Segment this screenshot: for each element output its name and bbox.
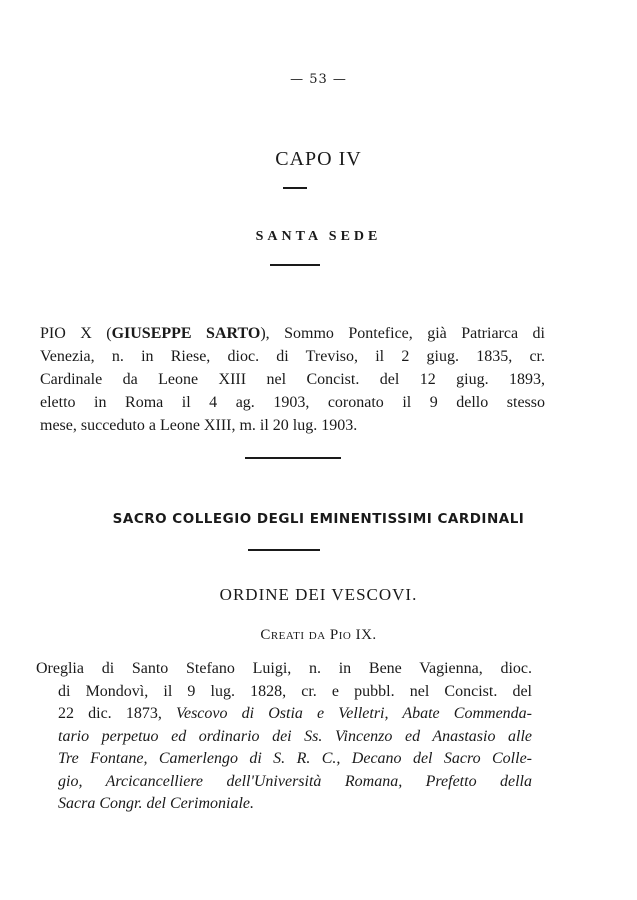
pope-entry-name-open: PIO X (: [40, 325, 112, 342]
pope-entry-baptismal-name: GIUSEPPE SARTO: [111, 325, 261, 342]
entry-divider: [245, 457, 341, 459]
pope-entry-line-1: [40, 322, 545, 345]
pope-entry-line-4: eletto in Roma il 4 ag. 1903, coronato il 9 dello stesso: [40, 394, 545, 411]
pope-entry-line-2: Venezia, n. in Riese, dioc. di Treviso, il 2 giug. 1835, cr.: [40, 348, 545, 365]
pope-entry: [40, 322, 545, 437]
college-title: SACRO COLLEGIO DEGLI EMINENTISSIMI CARDINALI: [112, 511, 525, 527]
pope-entry-title: ), Sommo Pontefice, già Patriarca di: [260, 325, 545, 342]
pope-entry-line-5: mese, succeduto a Leone XIII, m. il 20 lug. 1903.: [40, 417, 358, 434]
cardinal-entry-line-4: tario perpetuo ed ordinario dei Ss. Vincenzo ed Anastasio alle: [58, 727, 532, 745]
section-rule: [270, 264, 320, 266]
cardinal-entry-line-3: [36, 703, 532, 726]
section-title: SANTA SEDE: [255, 229, 382, 244]
cardinal-entry: [36, 658, 532, 816]
chapter-title: CAPO IV: [275, 148, 362, 170]
cardinal-entry-title-start: Vescovo di Ostia e Velletri, Abate Commenda-: [175, 705, 533, 722]
page-number: — 53 —: [290, 72, 347, 87]
cardinal-entry-date: 22 dic. 1873,: [58, 705, 176, 722]
cardinal-entry-line-1: Oreglia di Santo Stefano Luigi, n. in Bene Vagienna, dioc.: [36, 660, 532, 677]
pope-entry-line-3: Cardinale da Leone XIII nel Concist. del 12 giug. 1893,: [40, 371, 545, 388]
order-title: ORDINE DEI VESCOVI.: [219, 585, 418, 604]
cardinal-entry-line-7: Sacra Congr. del Cerimoniale.: [58, 795, 254, 812]
chapter-rule: [283, 187, 307, 189]
cardinal-entry-line-2: di Mondovì, il 9 lug. 1828, cr. e pubbl. nel Concist. del: [58, 682, 532, 700]
created-by-heading: Creati da Pio IX.: [260, 627, 377, 643]
cardinal-entry-line-5: Tre Fontane, Camerlengo di S. R. C., Decano del Sacro Colle-: [58, 750, 532, 767]
college-rule: [248, 549, 320, 551]
cardinal-entry-line-6: gio, Arcicancelliere dell'Università Romana, Prefetto della: [58, 772, 532, 790]
